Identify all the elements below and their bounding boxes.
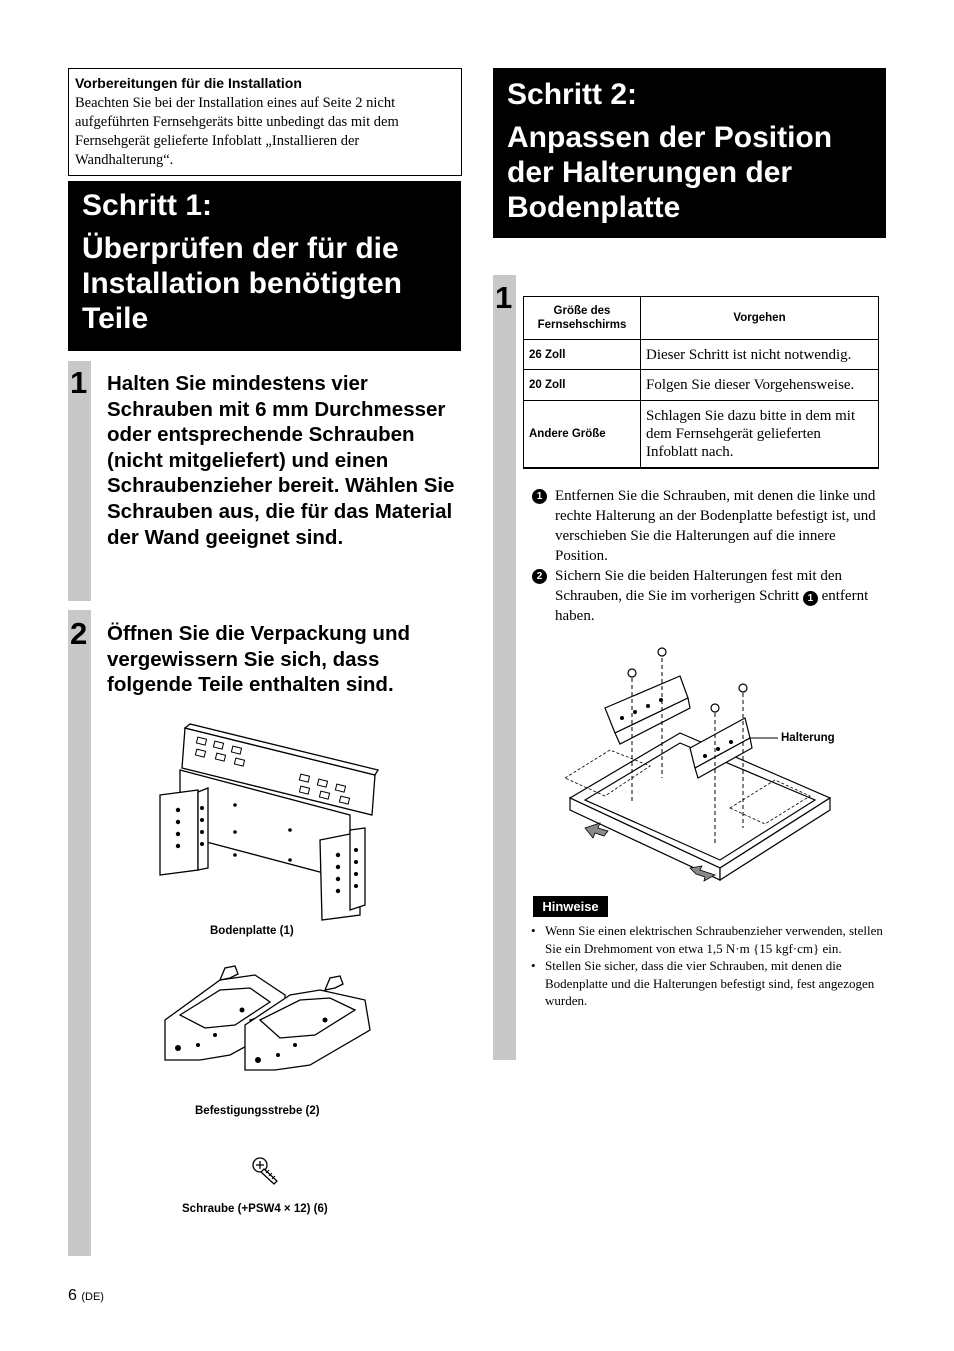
step1-item2-number: 2 bbox=[70, 616, 88, 651]
circled-number-1: 1 bbox=[532, 489, 547, 504]
base-plate-illustration bbox=[150, 720, 390, 925]
notes-label: Hinweise bbox=[533, 896, 608, 917]
step1-item2-bar bbox=[68, 610, 91, 1256]
step2-item1-number: 1 bbox=[495, 280, 513, 315]
circled-number-ref: 1 bbox=[803, 591, 818, 606]
page-number bbox=[68, 1287, 104, 1305]
screw-illustration bbox=[250, 1155, 282, 1187]
step1-item1-number: 1 bbox=[70, 365, 88, 400]
table-cell-size: 26 Zoll bbox=[524, 340, 641, 370]
substep-2 bbox=[532, 566, 882, 626]
page-language-suffix: (DE) bbox=[81, 1291, 104, 1303]
screw-caption: Schraube (+PSW4 × 12) (6) bbox=[182, 1203, 328, 1215]
table-cell-procedure: Folgen Sie dieser Vorgehensweise. bbox=[641, 370, 879, 401]
substep-1-text: Entfernen Sie die Schrauben, mit denen die linke und rechte Halterung an der Bodenplatte befestigt ist, und verschieben Sie die Halterungen auf die innere Position. bbox=[555, 488, 876, 564]
preparation-title: Vorbereitungen für die Installation bbox=[75, 75, 302, 91]
table-cell-size: 20 Zoll bbox=[524, 370, 641, 401]
substeps-list bbox=[532, 486, 882, 626]
strut-illustration bbox=[160, 960, 375, 1095]
table-header-size: Größe des Fernsehschirms bbox=[524, 297, 641, 340]
substep-2-text-a: Sichern Sie die beiden Halterungen fest mit den Schrauben, die Sie im vorherigen Schritt bbox=[555, 568, 842, 604]
step1-item2-text: Öffnen Sie die Verpackung und vergewissern Sie sich, dass folgende Teile enthalten sind. bbox=[107, 622, 410, 697]
screen-size-table bbox=[523, 296, 879, 469]
page-number-value: 6 bbox=[68, 1287, 77, 1304]
step1-title: Überprüfen der für die Installation benötigten Teile bbox=[82, 232, 402, 335]
strut-caption: Befestigungsstrebe (2) bbox=[195, 1105, 320, 1117]
table-cell-size: Andere Größe bbox=[524, 401, 641, 468]
step2-item1-bar bbox=[493, 275, 516, 1060]
table-row bbox=[524, 340, 879, 370]
notes-list bbox=[530, 922, 886, 1010]
bracket-label: Halterung bbox=[781, 732, 835, 744]
step1-heading: Schritt 1: bbox=[82, 189, 213, 222]
step2-heading: Schritt 2: bbox=[507, 78, 638, 111]
step2-heading-block bbox=[493, 68, 886, 238]
table-cell-procedure: Schlagen Sie dazu bitte in dem mit dem Fernsehgerät gelieferten Infoblatt nach. bbox=[641, 401, 879, 468]
note-item: • Stellen Sie sicher, dass die vier Schrauben, mit denen die Bodenplatte und die Halterungen befestigt sind, fest angezogen wurden. bbox=[530, 957, 886, 1010]
table-cell-procedure: Dieser Schritt ist nicht notwendig. bbox=[641, 340, 879, 370]
note-item: • Wenn Sie einen elektrischen Schraubenzieher verwenden, stellen Sie ein Drehmoment von etwa 1,5 N·m {15 kgf·cm} ein. bbox=[530, 922, 886, 957]
table-row bbox=[524, 401, 879, 468]
base-plate-caption: Bodenplatte (1) bbox=[210, 925, 294, 937]
substep-2-text-b: entfernt haben. bbox=[555, 588, 869, 624]
circled-number-2: 2 bbox=[532, 569, 547, 584]
step1-item1-text: Halten Sie mindestens vier Schrauben mit 6 mm Durchmesser oder entsprechende Schrauben (nicht mitgeliefert) und einen Schraubenzieher bereit. Wählen Sie Schrauben aus, die für das Material der Wand geeignet sind. bbox=[107, 372, 455, 549]
step2-title: Anpassen der Position der Halterungen der Bodenplatte bbox=[507, 121, 833, 224]
step1-heading-block bbox=[68, 181, 461, 351]
bracket-adjustment-illustration bbox=[560, 638, 840, 888]
table-header-procedure: Vorgehen bbox=[641, 297, 879, 340]
preparation-box bbox=[68, 68, 462, 176]
table-row bbox=[524, 370, 879, 401]
preparation-text: Beachten Sie bei der Installation eines auf Seite 2 nicht aufgeführten Fernsehgeräts bitte unbedingt das mit dem Fernsehgerät gelieferte Infoblatt „Installieren der Wandhalterung“. bbox=[75, 95, 399, 168]
substep-1 bbox=[532, 486, 882, 566]
